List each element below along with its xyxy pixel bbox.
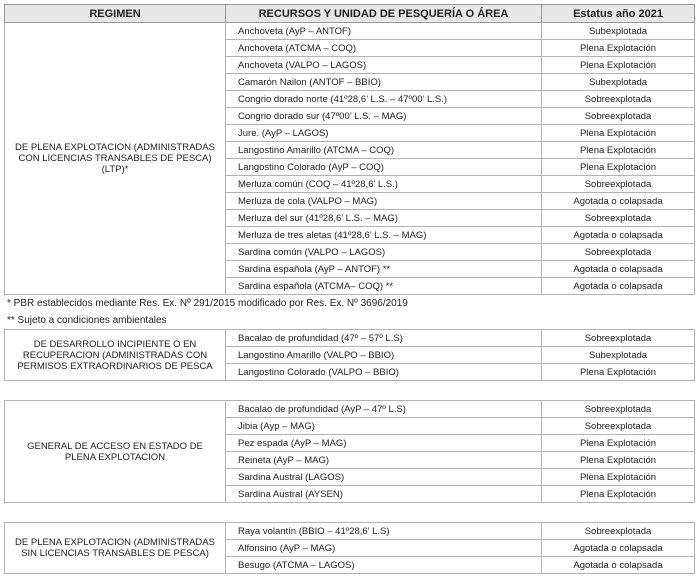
estatus-cell: Agotada o colapsada (542, 193, 695, 210)
estatus-cell: Plena Explotación (542, 57, 695, 74)
recurso-cell: Congrio dorado sur (47º00’ L.S. – MAG) (226, 108, 542, 125)
estatus-cell: Agotada o colapsada (542, 261, 695, 278)
recurso-cell: Sardina Austral (LAGOS) (226, 469, 542, 486)
recurso-cell: Jure. (AyP – LAGOS) (226, 125, 542, 142)
regime-group-1 (5, 23, 695, 295)
recurso-cell: Reineta (AyP – MAG) (226, 452, 542, 469)
header-regimen: REGIMEN (5, 5, 226, 23)
recurso-cell: Camarón Nailon (ANTOF – BBIO) (226, 74, 542, 91)
estatus-cell: Plena Explotación (542, 486, 695, 503)
recurso-cell: Sardina española (AyP – ANTOF) ** (226, 261, 542, 278)
estatus-cell: Plena Explotación (542, 469, 695, 486)
estatus-cell: Sobreexplotada (542, 91, 695, 108)
estatus-cell: Plena Explotación (542, 435, 695, 452)
estatus-cell: Plena Explotación (542, 364, 695, 381)
recurso-cell: Pez espada (AyP – MAG) (226, 435, 542, 452)
regime-group-4 (5, 523, 695, 574)
estatus-cell: Sobreexplotada (542, 523, 695, 540)
regimen-cell: DE PLENA EXPLOTACION (ADMINISTRADAS SIN LICENCIAS TRANSABLES DE PESCA) (5, 523, 226, 574)
regimen-cell: DE DESARROLLO INCIPIENTE O EN RECUPERACION (ADMINISTRADAS CON PERMISOS EXTRAORDINARIOS DE PESCA (5, 330, 226, 381)
estatus-cell: Subexplotada (542, 23, 695, 40)
regime-table-1 (4, 4, 695, 295)
table-row (5, 401, 695, 418)
estatus-cell: Subexplotada (542, 74, 695, 91)
recurso-cell: Sardina española (ATCMA– COQ) ** (226, 278, 542, 295)
estatus-cell: Plena Explotación (542, 125, 695, 142)
regimen-cell: GENERAL DE ACCESO EN ESTADO DE PLENA EXPLOTACION (5, 401, 226, 503)
regime-group-2 (5, 330, 695, 381)
regimen-cell: DE PLENA EXPLOTACION (ADMINISTRADAS CON LICENCIAS TRANSABLES DE PESCA) (LTP)* (5, 23, 226, 295)
recurso-cell: Langostino Colorado (AyP – COQ) (226, 159, 542, 176)
recurso-cell: Merluza del sur (41º28,6’ L.S. – MAG) (226, 210, 542, 227)
footnote-ambientales: ** Sujeto a condiciones ambientales (7, 315, 167, 326)
estatus-cell: Sobreexplotada (542, 330, 695, 347)
estatus-cell: Agotada o colapsada (542, 227, 695, 244)
estatus-cell: Plena Explotación (542, 159, 695, 176)
recurso-cell: Jibia (Ayp – MAG) (226, 418, 542, 435)
table-row (5, 23, 695, 40)
footnote-pbr: * PBR establecidos mediante Res. Ex. Nº 291/2015 modificado por Res. Ex. Nº 3696/2019 (7, 298, 408, 309)
recurso-cell: Anchoveta (ATCMA – COQ) (226, 40, 542, 57)
regime-table-3 (4, 400, 695, 503)
estatus-cell: Sobreexplotada (542, 210, 695, 227)
table-header-row (5, 5, 695, 23)
estatus-cell: Agotada o colapsada (542, 557, 695, 574)
estatus-cell: Sobreexplotada (542, 418, 695, 435)
recurso-cell: Sardina Austral (AYSEN) (226, 486, 542, 503)
estatus-cell: Sobreexplotada (542, 108, 695, 125)
recurso-cell: Anchoveta (VALPO – LAGOS) (226, 57, 542, 74)
regime-table-2 (4, 329, 695, 381)
regime-group-3 (5, 401, 695, 503)
recurso-cell: Langostino Colorado (VALPO – BBIO) (226, 364, 542, 381)
recurso-cell: Merluza de cola (VALPO – MAG) (226, 193, 542, 210)
recurso-cell: Langostino Amarillo (ATCMA – COQ) (226, 142, 542, 159)
recurso-cell: Alfonsino (AyP – MAG) (226, 540, 542, 557)
regime-table-4 (4, 522, 695, 574)
estatus-cell: Plena Explotación (542, 452, 695, 469)
recurso-cell: Langostino Amarillo (VALPO – BBIO) (226, 347, 542, 364)
estatus-cell: Plena Explotación (542, 40, 695, 57)
header-recursos: RECURSOS Y UNIDAD DE PESQUERÍA O ÁREA (226, 5, 542, 23)
recurso-cell: Merluza de tres aletas (41º28,6’ L.S. – MAG) (226, 227, 542, 244)
estatus-cell: Agotada o colapsada (542, 278, 695, 295)
recurso-cell: Sardina común (VALPO – LAGOS) (226, 244, 542, 261)
estatus-cell: Sobreexplotada (542, 244, 695, 261)
estatus-cell: Sobreexplotada (542, 176, 695, 193)
estatus-cell: Plena Explotación (542, 142, 695, 159)
recurso-cell: Merluza común (COQ – 41º28,6’ L.S.) (226, 176, 542, 193)
recurso-cell: Congrio dorado norte (41º28,6’ L.S. – 47º00’ L.S.) (226, 91, 542, 108)
table-row (5, 330, 695, 347)
recurso-cell: Besugo (ATCMA – LAGOS) (226, 557, 542, 574)
recurso-cell: Anchoveta (AyP – ANTOF) (226, 23, 542, 40)
recurso-cell: Bacalao de profundidad (47º – 57º L.S) (226, 330, 542, 347)
table-row (5, 523, 695, 540)
recurso-cell: Raya volantín (BBIO – 41º28,6’ L.S) (226, 523, 542, 540)
estatus-cell: Subexplotada (542, 347, 695, 364)
recurso-cell: Bacalao de profundidad (AyP – 47º L.S) (226, 401, 542, 418)
header-estatus: Estatus año 2021 (542, 5, 695, 23)
fisheries-status-document (4, 4, 694, 574)
estatus-cell: Agotada o colapsada (542, 540, 695, 557)
estatus-cell: Sobreexplotada (542, 401, 695, 418)
